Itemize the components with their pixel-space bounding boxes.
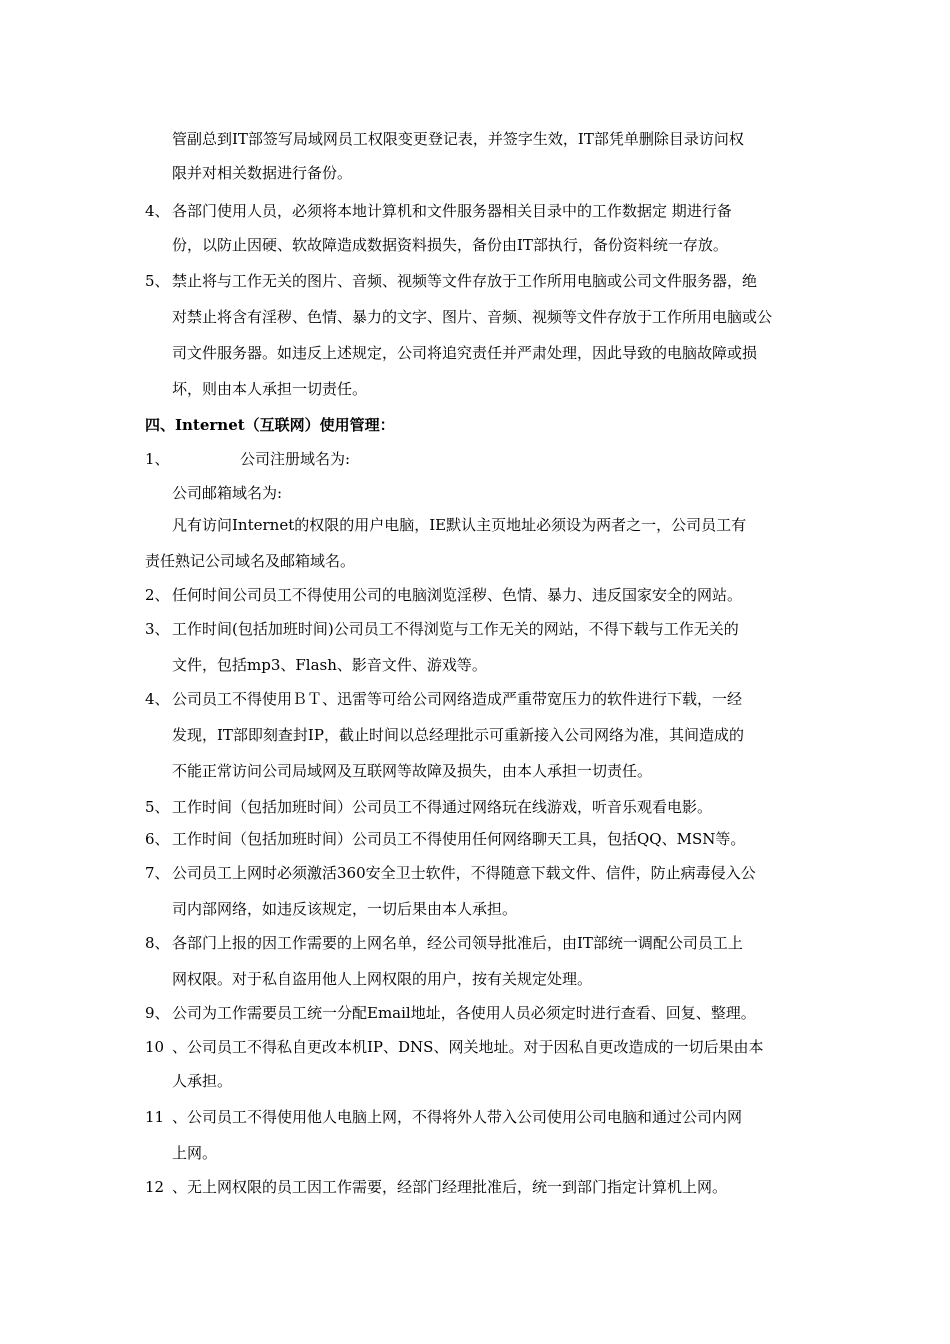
body-line: 限并对相关数据进行备份。	[172, 164, 353, 182]
body-line: 各部门使用人员，必须将本地计算机和文件服务器相关目录中的工作数据定 期进行备	[172, 202, 732, 220]
item-number: 7、	[145, 864, 170, 882]
body-line: 、公司员工不得使用他人电脑上网，不得将外人带入公司使用公司电脑和通过公司内网	[172, 1108, 743, 1126]
item-number: 1、	[145, 450, 170, 468]
body-line: 任何时间公司员工不得使用公司的电脑浏览淫秽、色情、暴力、违反国家安全的网站。	[172, 586, 743, 604]
item-number: 4、	[145, 690, 170, 708]
body-line: 工作时间（包括加班时间）公司员工不得使用任何网络聊天工具，包括QQ、MSN等。	[172, 830, 746, 848]
item-number: 11	[145, 1108, 165, 1126]
body-line: 不能正常访问公司局域网及互联网等故障及损失，由本人承担一切责任。	[172, 762, 653, 780]
item-number: 8、	[145, 934, 170, 952]
item-number: 3、	[145, 620, 170, 638]
item-number: 4、	[145, 202, 170, 220]
body-line: 公司为工作需要员工统一分配Email地址，各使用人员必须定时进行查看、回复、整理。	[172, 1004, 756, 1022]
item-number: 10	[145, 1038, 165, 1056]
body-line: 禁止将与工作无关的图片、音频、视频等文件存放于工作所用电脑或公司文件服务器，绝	[172, 272, 758, 290]
body-line: 对禁止将含有淫秽、色情、暴力的文字、图片、音频、视频等文件存放于工作所用电脑或公	[172, 308, 773, 326]
body-line: 份，以防止因硬、软故障造成数据资料损失，备份由IT部执行，备份资料统一存放。	[172, 236, 728, 254]
body-line: 网权限。对于私自盗用他人上网权限的用户，按有关规定处理。	[172, 970, 593, 988]
item-number: 12	[145, 1178, 165, 1196]
body-line: 上网。	[172, 1144, 218, 1162]
body-line: 公司员工不得使用ＢＴ、迅雷等可给公司网络造成严重带宽压力的软件进行下载，一经	[172, 690, 743, 708]
body-line: 人承担。	[172, 1072, 233, 1090]
body-line: 发现，IT部即刻查封IP，截止时间以总经理批示可重新接入公司网络为准，其间造成的	[172, 726, 744, 744]
body-line: 司内部网络，如违反该规定，一切后果由本人承担。	[172, 900, 518, 918]
domain-label: 公司注册域名为:	[240, 450, 351, 468]
body-line: 、公司员工不得私自更改本机IP、DNS、网关地址。对于因私自更改造成的一切后果由本	[172, 1038, 764, 1056]
section-heading: 四、Internet（互联网）使用管理：	[145, 416, 395, 434]
item-number: 6、	[145, 830, 170, 848]
item-number: 5、	[145, 798, 170, 816]
mail-label: 公司邮箱域名为:	[172, 484, 283, 502]
body-line: 凡有访问Internet的权限的用户电脑，IE默认主页地址必须设为两者之一，公司员工有	[172, 516, 747, 534]
body-line: 工作时间(包括加班时间)公司员工不得浏览与工作无关的网站，不得下载与工作无关的	[172, 620, 739, 638]
body-line: 工作时间（包括加班时间）公司员工不得通过网络玩在线游戏，听音乐观看电影。	[172, 798, 713, 816]
item-number: 5、	[145, 272, 170, 290]
body-line: 公司员工上网时必须激活360安全卫士软件，不得随意下载文件、信件，防止病毒侵入公	[172, 864, 756, 882]
body-line: 管副总到IT部签写局域网员工权限变更登记表，并签字生效，IT部凭单删除目录访问权	[172, 130, 744, 148]
body-line: 司文件服务器。如违反上述规定，公司将追究责任并严肃处理，因此导致的电脑故障或损	[172, 344, 758, 362]
item-number: 2、	[145, 586, 170, 604]
body-line: 文件，包括mp3、Flash、影音文件、游戏等。	[172, 656, 487, 674]
body-line: 、无上网权限的员工因工作需要，经部门经理批准后，统一到部门指定计算机上网。	[172, 1178, 728, 1196]
body-line: 坏，则由本人承担一切责任。	[172, 380, 368, 398]
body-line: 责任熟记公司域名及邮箱域名。	[145, 552, 356, 570]
item-number: 9、	[145, 1004, 170, 1022]
body-line: 各部门上报的因工作需要的上网名单，经公司领导批准后，由IT部统一调配公司员工上	[172, 934, 743, 952]
